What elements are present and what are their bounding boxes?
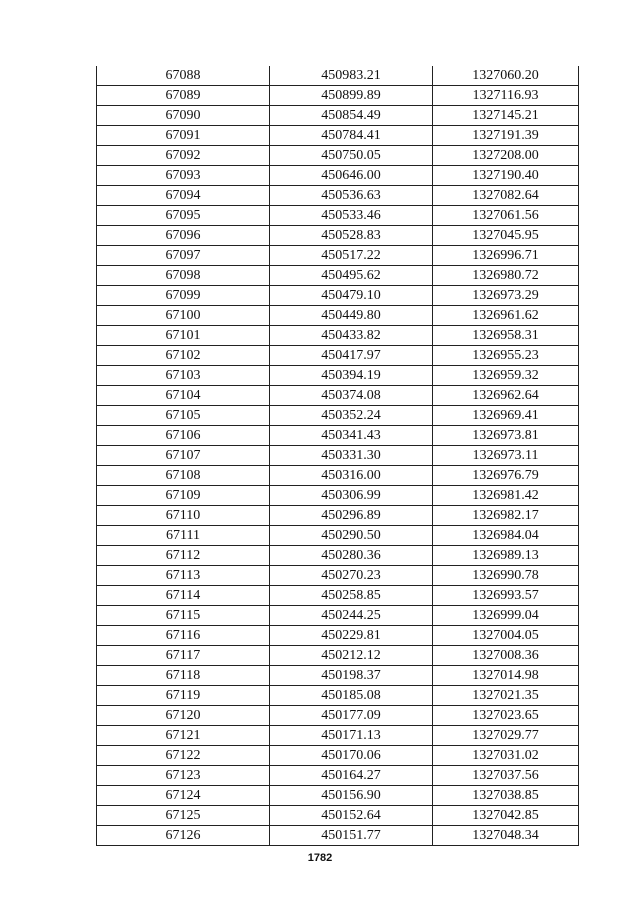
table-row xyxy=(97,86,579,106)
point-id-cell: 67104 xyxy=(97,386,270,406)
coordinates-table-body xyxy=(97,66,579,846)
table-row xyxy=(97,626,579,646)
table-row xyxy=(97,686,579,706)
y-coordinate-cell: 1326984.04 xyxy=(433,526,579,546)
y-coordinate-cell: 1326976.79 xyxy=(433,466,579,486)
x-coordinate-cell: 450750.05 xyxy=(270,146,433,166)
point-id-cell: 67098 xyxy=(97,266,270,286)
table-row xyxy=(97,246,579,266)
y-coordinate-cell: 1326955.23 xyxy=(433,346,579,366)
x-coordinate-cell: 450528.83 xyxy=(270,226,433,246)
y-coordinate-cell: 1327008.36 xyxy=(433,646,579,666)
point-id-cell: 67116 xyxy=(97,626,270,646)
table-row xyxy=(97,106,579,126)
table-row xyxy=(97,766,579,786)
y-coordinate-cell: 1327145.21 xyxy=(433,106,579,126)
table-row xyxy=(97,166,579,186)
y-coordinate-cell: 1326980.72 xyxy=(433,266,579,286)
y-coordinate-cell: 1327014.98 xyxy=(433,666,579,686)
point-id-cell: 67088 xyxy=(97,66,270,86)
table-row xyxy=(97,206,579,226)
y-coordinate-cell: 1326969.41 xyxy=(433,406,579,426)
point-id-cell: 67123 xyxy=(97,766,270,786)
y-coordinate-cell: 1327191.39 xyxy=(433,126,579,146)
y-coordinate-cell: 1326962.64 xyxy=(433,386,579,406)
x-coordinate-cell: 450341.43 xyxy=(270,426,433,446)
x-coordinate-cell: 450280.36 xyxy=(270,546,433,566)
y-coordinate-cell: 1327029.77 xyxy=(433,726,579,746)
x-coordinate-cell: 450185.08 xyxy=(270,686,433,706)
x-coordinate-cell: 450296.89 xyxy=(270,506,433,526)
y-coordinate-cell: 1327060.20 xyxy=(433,66,579,86)
y-coordinate-cell: 1326981.42 xyxy=(433,486,579,506)
table-row xyxy=(97,426,579,446)
x-coordinate-cell: 450164.27 xyxy=(270,766,433,786)
x-coordinate-cell: 450151.77 xyxy=(270,826,433,846)
table-row xyxy=(97,826,579,846)
point-id-cell: 67113 xyxy=(97,566,270,586)
x-coordinate-cell: 450433.82 xyxy=(270,326,433,346)
point-id-cell: 67122 xyxy=(97,746,270,766)
x-coordinate-cell: 450536.63 xyxy=(270,186,433,206)
point-id-cell: 67106 xyxy=(97,426,270,446)
y-coordinate-cell: 1326982.17 xyxy=(433,506,579,526)
table-row xyxy=(97,126,579,146)
point-id-cell: 67100 xyxy=(97,306,270,326)
table-row xyxy=(97,806,579,826)
x-coordinate-cell: 450517.22 xyxy=(270,246,433,266)
x-coordinate-cell: 450417.97 xyxy=(270,346,433,366)
x-coordinate-cell: 450784.41 xyxy=(270,126,433,146)
point-id-cell: 67096 xyxy=(97,226,270,246)
y-coordinate-cell: 1327021.35 xyxy=(433,686,579,706)
point-id-cell: 67118 xyxy=(97,666,270,686)
table-row xyxy=(97,786,579,806)
y-coordinate-cell: 1327190.40 xyxy=(433,166,579,186)
y-coordinate-cell: 1326989.13 xyxy=(433,546,579,566)
y-coordinate-cell: 1327031.02 xyxy=(433,746,579,766)
table-row xyxy=(97,526,579,546)
point-id-cell: 67112 xyxy=(97,546,270,566)
y-coordinate-cell: 1327048.34 xyxy=(433,826,579,846)
y-coordinate-cell: 1327042.85 xyxy=(433,806,579,826)
point-id-cell: 67111 xyxy=(97,526,270,546)
x-coordinate-cell: 450394.19 xyxy=(270,366,433,386)
table-row xyxy=(97,446,579,466)
table-row xyxy=(97,486,579,506)
y-coordinate-cell: 1327045.95 xyxy=(433,226,579,246)
point-id-cell: 67125 xyxy=(97,806,270,826)
x-coordinate-cell: 450258.85 xyxy=(270,586,433,606)
point-id-cell: 67105 xyxy=(97,406,270,426)
point-id-cell: 67092 xyxy=(97,146,270,166)
x-coordinate-cell: 450229.81 xyxy=(270,626,433,646)
x-coordinate-cell: 450899.89 xyxy=(270,86,433,106)
table-row xyxy=(97,146,579,166)
point-id-cell: 67095 xyxy=(97,206,270,226)
point-id-cell: 67101 xyxy=(97,326,270,346)
table-row xyxy=(97,466,579,486)
point-id-cell: 67102 xyxy=(97,346,270,366)
x-coordinate-cell: 450177.09 xyxy=(270,706,433,726)
y-coordinate-cell: 1326958.31 xyxy=(433,326,579,346)
y-coordinate-cell: 1326959.32 xyxy=(433,366,579,386)
x-coordinate-cell: 450479.10 xyxy=(270,286,433,306)
x-coordinate-cell: 450495.62 xyxy=(270,266,433,286)
table-row xyxy=(97,226,579,246)
y-coordinate-cell: 1326973.11 xyxy=(433,446,579,466)
table-row xyxy=(97,306,579,326)
x-coordinate-cell: 450316.00 xyxy=(270,466,433,486)
y-coordinate-cell: 1326999.04 xyxy=(433,606,579,626)
y-coordinate-cell: 1326993.57 xyxy=(433,586,579,606)
x-coordinate-cell: 450171.13 xyxy=(270,726,433,746)
point-id-cell: 67093 xyxy=(97,166,270,186)
point-id-cell: 67126 xyxy=(97,826,270,846)
table-row xyxy=(97,346,579,366)
x-coordinate-cell: 450374.08 xyxy=(270,386,433,406)
x-coordinate-cell: 450352.24 xyxy=(270,406,433,426)
table-row xyxy=(97,366,579,386)
point-id-cell: 67089 xyxy=(97,86,270,106)
point-id-cell: 67110 xyxy=(97,506,270,526)
table-row xyxy=(97,286,579,306)
y-coordinate-cell: 1326990.78 xyxy=(433,566,579,586)
x-coordinate-cell: 450244.25 xyxy=(270,606,433,626)
point-id-cell: 67117 xyxy=(97,646,270,666)
x-coordinate-cell: 450170.06 xyxy=(270,746,433,766)
point-id-cell: 67114 xyxy=(97,586,270,606)
table-row xyxy=(97,566,579,586)
x-coordinate-cell: 450983.21 xyxy=(270,66,433,86)
x-coordinate-cell: 450156.90 xyxy=(270,786,433,806)
x-coordinate-cell: 450270.23 xyxy=(270,566,433,586)
table-row xyxy=(97,386,579,406)
y-coordinate-cell: 1327061.56 xyxy=(433,206,579,226)
point-id-cell: 67109 xyxy=(97,486,270,506)
table-row xyxy=(97,546,579,566)
table-row xyxy=(97,326,579,346)
x-coordinate-cell: 450646.00 xyxy=(270,166,433,186)
x-coordinate-cell: 450290.50 xyxy=(270,526,433,546)
y-coordinate-cell: 1326961.62 xyxy=(433,306,579,326)
point-id-cell: 67094 xyxy=(97,186,270,206)
y-coordinate-cell: 1327023.65 xyxy=(433,706,579,726)
y-coordinate-cell: 1327116.93 xyxy=(433,86,579,106)
y-coordinate-cell: 1327208.00 xyxy=(433,146,579,166)
point-id-cell: 67091 xyxy=(97,126,270,146)
x-coordinate-cell: 450152.64 xyxy=(270,806,433,826)
table-row xyxy=(97,606,579,626)
table-row xyxy=(97,406,579,426)
y-coordinate-cell: 1327082.64 xyxy=(433,186,579,206)
point-id-cell: 67103 xyxy=(97,366,270,386)
x-coordinate-cell: 450331.30 xyxy=(270,446,433,466)
coordinates-table xyxy=(96,66,579,846)
table-row xyxy=(97,726,579,746)
table-row xyxy=(97,746,579,766)
x-coordinate-cell: 450854.49 xyxy=(270,106,433,126)
table-row xyxy=(97,666,579,686)
table-row xyxy=(97,586,579,606)
point-id-cell: 67115 xyxy=(97,606,270,626)
x-coordinate-cell: 450533.46 xyxy=(270,206,433,226)
point-id-cell: 67099 xyxy=(97,286,270,306)
x-coordinate-cell: 450306.99 xyxy=(270,486,433,506)
table-row xyxy=(97,506,579,526)
table-row xyxy=(97,186,579,206)
point-id-cell: 67119 xyxy=(97,686,270,706)
y-coordinate-cell: 1327037.56 xyxy=(433,766,579,786)
point-id-cell: 67108 xyxy=(97,466,270,486)
table-row xyxy=(97,266,579,286)
point-id-cell: 67097 xyxy=(97,246,270,266)
table-row xyxy=(97,706,579,726)
point-id-cell: 67124 xyxy=(97,786,270,806)
point-id-cell: 67121 xyxy=(97,726,270,746)
point-id-cell: 67107 xyxy=(97,446,270,466)
x-coordinate-cell: 450449.80 xyxy=(270,306,433,326)
x-coordinate-cell: 450198.37 xyxy=(270,666,433,686)
table-row xyxy=(97,646,579,666)
y-coordinate-cell: 1327004.05 xyxy=(433,626,579,646)
point-id-cell: 67120 xyxy=(97,706,270,726)
page-number: 1782 xyxy=(307,852,333,864)
y-coordinate-cell: 1327038.85 xyxy=(433,786,579,806)
y-coordinate-cell: 1326973.29 xyxy=(433,286,579,306)
y-coordinate-cell: 1326973.81 xyxy=(433,426,579,446)
x-coordinate-cell: 450212.12 xyxy=(270,646,433,666)
table-row xyxy=(97,66,579,86)
point-id-cell: 67090 xyxy=(97,106,270,126)
y-coordinate-cell: 1326996.71 xyxy=(433,246,579,266)
